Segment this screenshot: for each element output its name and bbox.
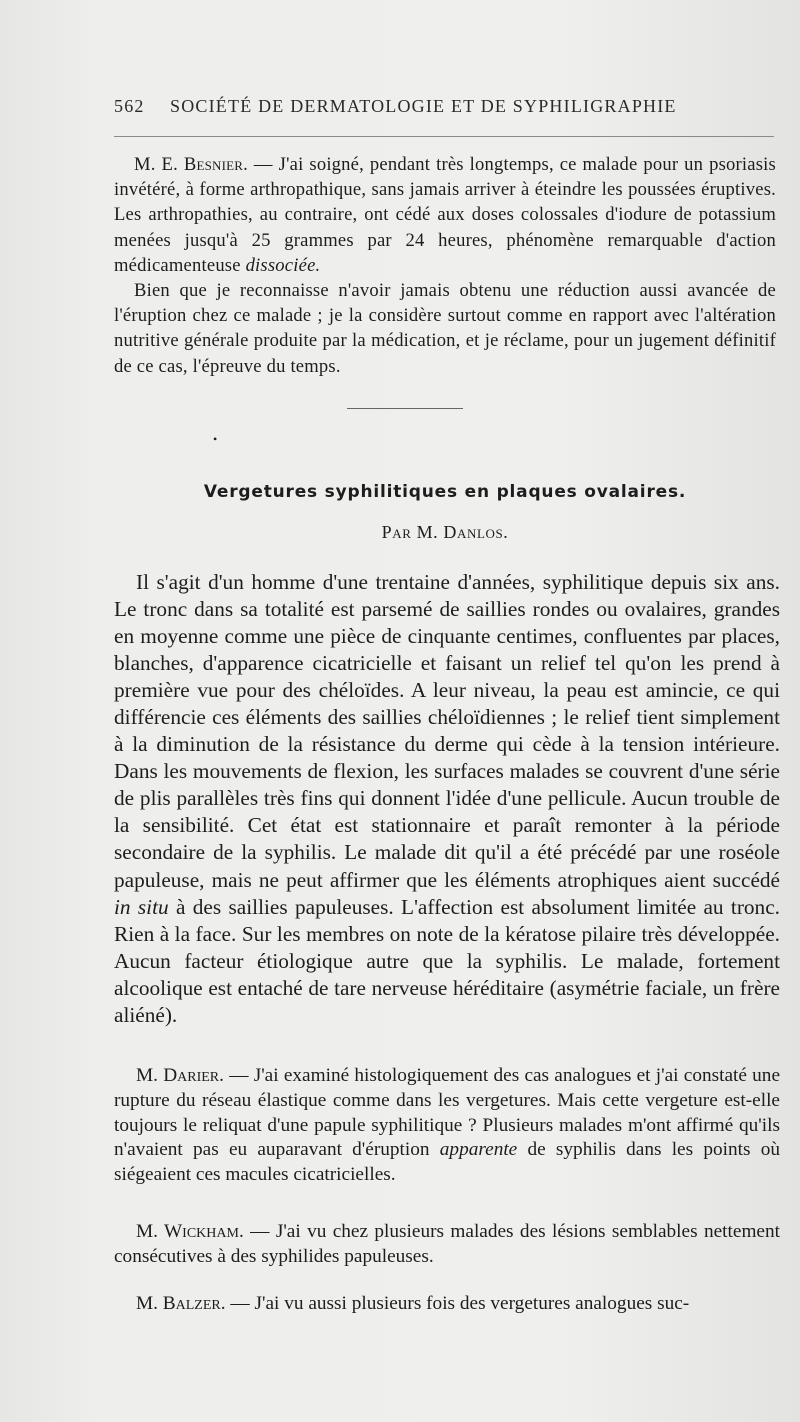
page-number: 562 xyxy=(114,96,145,116)
article-byline: Par M. Danlos. xyxy=(381,522,509,542)
darier-italic-word: apparente xyxy=(439,1139,518,1161)
darier-paragraph xyxy=(114,1064,780,1188)
section-separator xyxy=(347,408,463,409)
speaker-besnier: M. E. Besnier. xyxy=(134,154,248,175)
balzer-paragraph xyxy=(114,1292,780,1317)
article-body-part-b: à des saillies papuleuses. L'affection est absolument limitée au tronc. Rien à la face. Sur les membres on note de la kératose pilaire très développée. Aucun facteur étiologique autre que la syphilis. Le malade, fortement alcoolique est entaché de tare nerveuse héréditaire (asymétrie faciale, un frère aliéné). xyxy=(114,894,780,1027)
discussion-darier xyxy=(114,1064,780,1188)
intro-paragraph-1-text: — J'ai soigné, pendant très longtemps, ce malade pour un psoriasis invétéré, à forme arthropathique, sans jamais arriver à éteindre les poussées éruptives. Les arthropathies, au contraire, ont cédé aux doses colossales d'iodure de potassium menées jusqu'à 25 grammes par 24 heures, phénomène remarquable d'action médicamenteuse xyxy=(114,154,776,276)
intro-text xyxy=(114,152,776,379)
stray-mark: • xyxy=(213,432,218,446)
intro-italic-word: dissociée. xyxy=(245,254,321,276)
article-italic-phrase: in situ xyxy=(114,894,169,919)
running-title: SOCIÉTÉ DE DERMATOLOGIE ET DE SYPHILIGRAPHIE xyxy=(170,96,677,116)
discussion-wickham xyxy=(114,1220,780,1270)
article-body xyxy=(114,569,780,1029)
darier-text-b: de syphilis dans les points où siégeaient ces macules cicatricielles. xyxy=(114,1139,780,1186)
speaker-wickham: M. Wickham. xyxy=(136,1221,244,1242)
header-rule xyxy=(114,136,774,137)
wickham-text: — J'ai vu chez plusieurs malades des lésions semblables nettement consécutives à des syphilides papuleuses. xyxy=(114,1221,780,1267)
article-body-part-a: Il s'agit d'un homme d'une trentaine d'années, syphilitique depuis six ans. Le tronc dans sa totalité est parsemé de saillies rondes ou ovalaires, grandes en moyenne comme une pièce de cinquante centimes, confluentes par places, blanches, d'apparence cicatricielle et faisant un relief tel qu'on les prend à première vue pour des chéloïdes. A leur niveau, la peau est amincie, ce qui différencie ces éléments des saillies chéloïdiennes ; le relief tient simplement à la diminution de la résistance du derme qui cède à la tension intérieure. Dans les mouvements de flexion, les surfaces malades se couvrent d'une série de plis parallèles très fins qui donnent l'idée d'une pellicule. Aucun trouble de la sensibilité. Cet état est stationnaire et paraît remonter à la période secondaire de la syphilis. Le malade dit qu'il a été précédé par une roséole papuleuse, mais ne peut affirmer que les éléments atrophiques aient succédé xyxy=(114,570,780,892)
article-title: Vergetures syphilitiques en plaques ovalaires. xyxy=(203,482,687,502)
intro-paragraph-2: Bien que je reconnaisse n'avoir jamais obtenu une réduction aussi avancée de l'éruption chez ce malade ; je la considère surtout comme en rapport avec l'altération nutritive générale produite par la médication, et je réclame, pour un jugement définitif de ce cas, l'épreuve du temps. xyxy=(114,280,776,377)
intro-paragraph-1 xyxy=(114,152,776,278)
article-paragraph xyxy=(114,569,780,1029)
darier-text-a: — J'ai examiné histologiquement des cas analogues et j'ai constaté une rupture du réseau élastique comme dans les vergetures. Mais cette vergeture est-elle toujours le reliquat d'une papule syphilitique ? Plusieurs malades m'ont affirmé qu'ils n'avaient pas eu auparavant d'éruption xyxy=(114,1065,781,1161)
speaker-darier: M. Darier. xyxy=(136,1065,224,1086)
balzer-text: — J'ai vu aussi plusieurs fois des vergetures analogues suc- xyxy=(225,1293,690,1314)
wickham-paragraph xyxy=(114,1220,780,1270)
speaker-balzer: M. Balzer. xyxy=(136,1293,226,1314)
discussion-balzer xyxy=(114,1292,780,1317)
